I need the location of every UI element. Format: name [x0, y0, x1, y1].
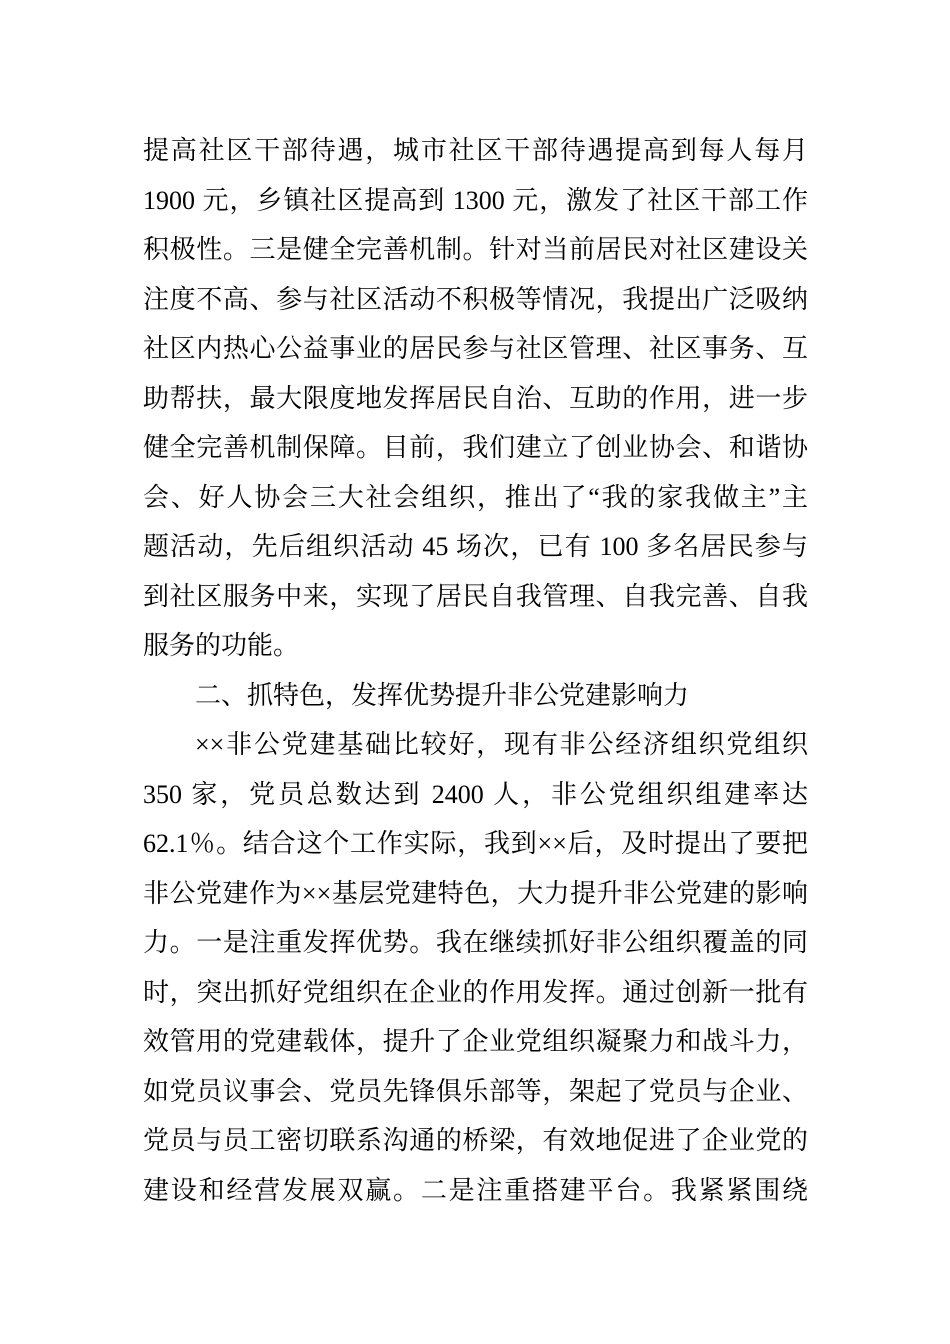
- section-heading: 二、抓特色，发挥优势提升非公党建影响力: [195, 680, 690, 710]
- body-line: 提高社区干部待遇，城市社区干部待遇提高到每人每月: [143, 136, 808, 165]
- body-line: 社区内热心公益事业的居民参与社区管理、社区事务、互: [143, 334, 808, 363]
- body-line: 积极性。三是健全完善机制。针对当前居民对社区建设关: [143, 235, 808, 264]
- body-line: 会、好人协会三大社会组织，推出了“我的家我做主”主: [143, 482, 808, 512]
- body-line: 62.1％。结合这个工作实际，我到××后，及时提出了要把: [143, 829, 808, 858]
- body-line: 党员与员工密切联系沟通的桥梁，有效地促进了企业党的: [143, 1126, 808, 1155]
- paragraph-end-line: 服务的功能。: [143, 631, 300, 660]
- body-line: 效管用的党建载体，提升了企业党组织凝聚力和战斗力，: [143, 1027, 808, 1056]
- body-line: 时，突出抓好党组织在企业的作用发挥。通过创新一批有: [143, 977, 808, 1007]
- body-line: 到社区服务中来，实现了居民自我管理、自我完善、自我: [143, 581, 808, 611]
- body-line: 题活动，先后组织活动 45 场次，已有 100 多名居民参与: [143, 532, 808, 561]
- body-line: 非公党建作为××基层党建特色，大力提升非公党建的影响: [143, 878, 808, 908]
- body-line: 如党员议事会、党员先锋俱乐部等，架起了党员与企业、: [143, 1076, 808, 1106]
- body-line: 健全完善机制保障。目前，我们建立了创业协会、和谐协: [143, 433, 808, 462]
- body-line: 注度不高、参与社区活动不积极等情况，我提出广泛吸纳: [143, 284, 808, 314]
- paragraph-start-line: ××非公党建基础比较好，现有非公经济组织党组织: [195, 730, 808, 759]
- body-line: 1900 元，乡镇社区提高到 1300 元，激发了社区干部工作: [143, 185, 808, 215]
- document-text-block: [143, 126, 808, 1215]
- body-line: 建设和经营发展双赢。二是注重搭建平台。我紧紧围绕: [143, 1175, 808, 1205]
- body-line: 350 家，党员总数达到 2400 人，非公党组织组建率达: [143, 779, 808, 809]
- body-line: 力。一是注重发挥优势。我在继续抓好非公组织覆盖的同: [143, 928, 808, 957]
- body-line: 助帮扶，最大限度地发挥居民自治、互助的作用，进一步: [143, 383, 808, 413]
